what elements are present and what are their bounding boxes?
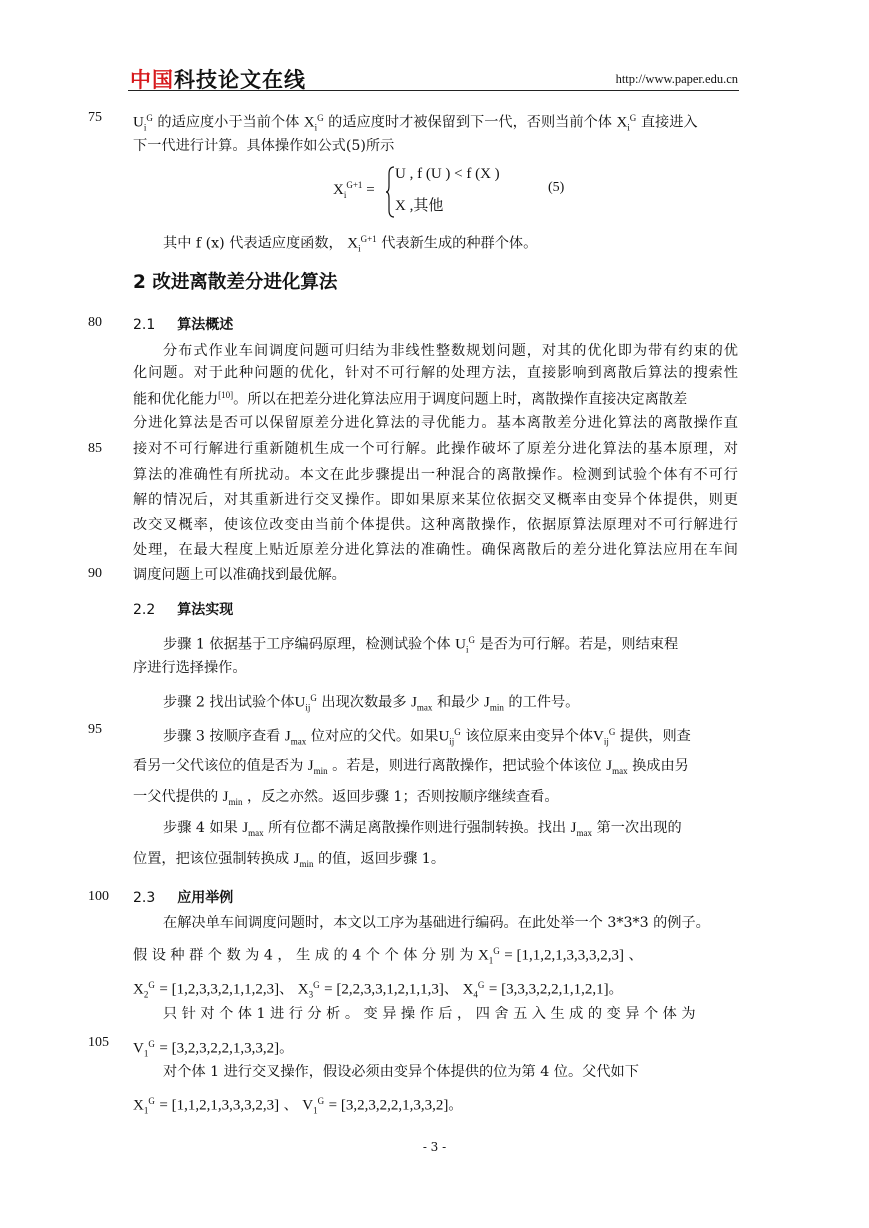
paragraph-line: $X_2^G = [1,2,3,3,2,1,1,2,3]$、 $X_3^G = [2,2,3,3,1,2,1,1,3]$、 $X_4^G = [3,3,3,2,2,1,1,2,1]$。 — [133, 980, 623, 1000]
line-number: 105 — [88, 1035, 109, 1050]
step-3: 步骤 3 按顺序查看 $J_{max}$ 位对应的父代。如果$U_{ij}^G$ 该位原来由变异个体$V_{ij}^G$ 提供，则查 — [163, 727, 691, 747]
paragraph-line: 序进行选择操作。 — [133, 660, 247, 676]
paragraph-line: 算法的准确性有所扰动。本文在此步骤提出一种混合的离散操作。检测到试验个体有不可行 — [133, 467, 738, 483]
formula-number: (5) — [548, 180, 565, 195]
paragraph-line: 看另一父代该位的值是否为 $J_{min}$ 。若是，则进行离散操作，把试验个体该位 $J_{max}$ 换成由另 — [133, 758, 689, 776]
step-4: 步骤 4 如果 $J_{max}$ 所有位都不满足离散操作则进行强制转换。找出 $J_{max}$ 第一次出现的 — [163, 820, 682, 838]
line-number: 75 — [88, 110, 102, 125]
line-number: 90 — [88, 566, 102, 581]
step-2: 步骤 2 找出试验个体$U_{ij}^G$ 出现次数最多 $J_{max}$ 和最少 $J_{min}$ 的工件号。 — [163, 693, 580, 713]
subsection-heading: 2.3 应用举例 — [133, 890, 234, 906]
line-number: 80 — [88, 315, 102, 330]
formula-5: $X_i^{G+1}$ = U , f (U ) < f (X ) X ,其他 — [333, 164, 593, 220]
paragraph-line: 下一代进行计算。具体操作如公式(5)所示 — [133, 138, 395, 154]
step-1: 步骤 1 依据基于工序编码原理，检测试验个体 $U_i^G$ 是否为可行解。若是，则结束程 — [163, 635, 679, 655]
paragraph-line: 在解决单车间调度问题时，本文以工序为基础进行编码。在此处举一个 3*3*3 的例子。 — [163, 915, 710, 931]
header-rule — [128, 90, 739, 91]
paragraph-line: 其中 f (x) 代表适应度函数， $X_i^{G+1}$ 代表新生成的种群个体。 — [163, 234, 538, 254]
paragraph-line: 能和优化能力[10]。所以在把差分进化算法应用于调度问题上时，离散操作直接决定离散差 — [133, 390, 688, 408]
paragraph-line: 对个体 1 进行交叉操作，假设必须由变异个体提供的位为第 4 位。父代如下 — [163, 1064, 639, 1080]
header-url[interactable]: http://www.paper.edu.cn — [615, 72, 738, 86]
journal-logo: 中国科技论文在线 — [130, 68, 306, 92]
paragraph-line: 解的情况后，对其重新进行交叉操作。即如果原来某位依据交叉概率由变异个体提供，则更 — [133, 492, 738, 508]
paragraph-line: 假 设 种 群 个 数 为 4 ， 生 成 的 4 个 个 体 分 别 为 $X_1^G = [1,1,2,1,3,3,3,2,3]$ 、 — [133, 946, 643, 966]
page-number: - 3 - — [422, 1140, 447, 1154]
paragraph-line: 接对不可行解进行重新随机生成一个可行解。此操作破坏了原差分进化算法的基本原理，对 — [133, 441, 738, 457]
line-number: 85 — [88, 441, 102, 456]
paragraph-line: 化问题。对于此种问题的优化，针对不可行解的处理方法，直接影响到离散后算法的搜索性 — [133, 365, 738, 381]
paragraph-line: 一父代提供的 $J_{min}$ ，反之亦然。返回步骤 1；否则按顺序继续查看。 — [133, 789, 559, 807]
paragraph-line: 处理，在最大程度上贴近原差分进化算法的准确性。确保离散后的差分进化算法应用在车间 — [133, 542, 738, 558]
subsection-heading: 2.2 算法实现 — [133, 602, 234, 618]
subsection-heading: 2.1 算法概述 — [133, 317, 234, 333]
paragraph-line: 分布式作业车间调度问题可归结为非线性整数规划问题，对其的优化即为带有约束的优 — [163, 343, 738, 359]
paragraph-line: 调度问题上可以准确找到最优解。 — [133, 567, 346, 583]
paragraph-line: 位置，把该位强制转换成 $J_{min}$ 的值，返回步骤 1。 — [133, 851, 446, 869]
paragraph-line: 改交叉概率，使该位改变由当前个体提供。这种离散操作，依据原算法原理对不可行解进行 — [133, 517, 738, 533]
paragraph-line: 只 针 对 个 体 1 进 行 分 析 。 变 异 操 作 后 ， 四 舍 五 入 生 成 的 变 异 个 体 为 — [163, 1006, 696, 1022]
paragraph-line: 分进化算法是否可以保留原差分进化算法的寻优能力。基本离散差分进化算法的离散操作直 — [133, 415, 738, 431]
line-number: 95 — [88, 722, 102, 737]
paragraph-line: $U_i^G$ 的适应度小于当前个体 $X_i^G$ 的适应度时才被保留到下一代，否则当前个体 $X_i^G$ 直接进入 — [133, 113, 698, 133]
line-number: 100 — [88, 889, 109, 904]
section-heading: 2 改进离散差分进化算法 — [133, 272, 338, 293]
citation: [10] — [218, 390, 234, 400]
paragraph-line: $V_1^G = [3,2,3,2,2,1,3,3,2]$。 — [133, 1039, 294, 1059]
paragraph-line: $X_1^G = [1,1,2,1,3,3,3,2,3]$ 、 $V_1^G = [3,2,3,2,2,1,3,3,2]$。 — [133, 1096, 463, 1116]
